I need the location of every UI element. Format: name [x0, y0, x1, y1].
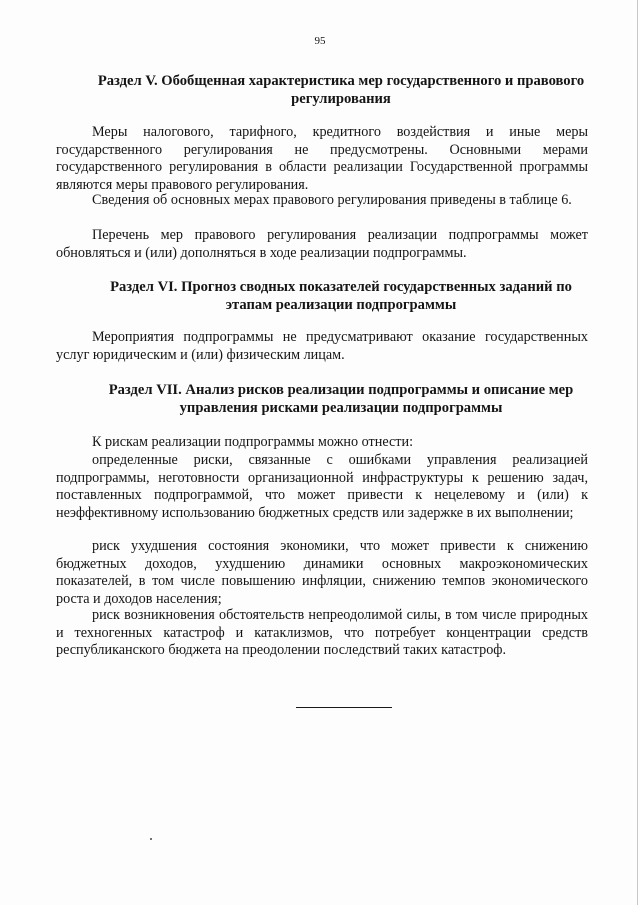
- scan-speck: [150, 838, 152, 840]
- section-5-heading: Раздел V. Обобщенная характеристика мер государственного и правового регулирования: [97, 73, 585, 107]
- section-7-heading: Раздел VII. Анализ рисков реализации подпрограммы и описание мер управления рисками реализации подпрограммы: [108, 382, 574, 416]
- section-7-paragraph-4: риск возникновения обстоятельств непреодолимой силы, в том числе природных и техногенных катастроф и катаклизмов, что потребует концентрации средств республиканского бюджета на преодолении последствий таких катастроф.: [56, 607, 588, 659]
- section-6-heading: Раздел VI. Прогноз сводных показателей государственных заданий по этапам реализации подпрограммы: [110, 279, 572, 313]
- section-5-paragraph-3: Перечень мер правового регулирования реализации подпрограммы может обновляться и (или) дополняться в ходе реализации подпрограммы.: [56, 227, 588, 261]
- section-7-paragraph-1: К рискам реализации подпрограммы можно отнести:: [92, 434, 414, 450]
- scan-edge-line: [637, 0, 638, 905]
- section-7-paragraph-3: риск ухудшения состояния экономики, что может привести к снижению бюджетных доходов, ухудшению динамики основных макроэкономических показателей, в том числе повышению инфляции, снижению темпов экономического роста и доходов населения;: [56, 538, 588, 607]
- page-number: 95: [314, 35, 326, 47]
- section-7-paragraph-2: определенные риски, связанные с ошибками управления реализацией подпрограммы, неготовности организационной инфраструктуры к решению задач, поставленных подпрограммой, что может привести к нецелевому и (или) к неэффективному использованию бюджетных средств или задержке в их выполнении;: [56, 452, 588, 521]
- end-of-text-rule: [296, 707, 392, 708]
- section-5-paragraph-2: Сведения об основных мерах правового регулирования приведены в таблице 6.: [92, 192, 572, 208]
- section-6-paragraph-1: Мероприятия подпрограммы не предусматривают оказание государственных услуг юридическим и (или) физическим лицам.: [56, 329, 588, 363]
- section-5-paragraph-1: Меры налогового, тарифного, кредитного воздействия и иные меры государственного регулирования не предусмотрены. Основными мерами государственного регулирования в области реализации Государственной программы являются меры правового регулирования.: [56, 124, 588, 193]
